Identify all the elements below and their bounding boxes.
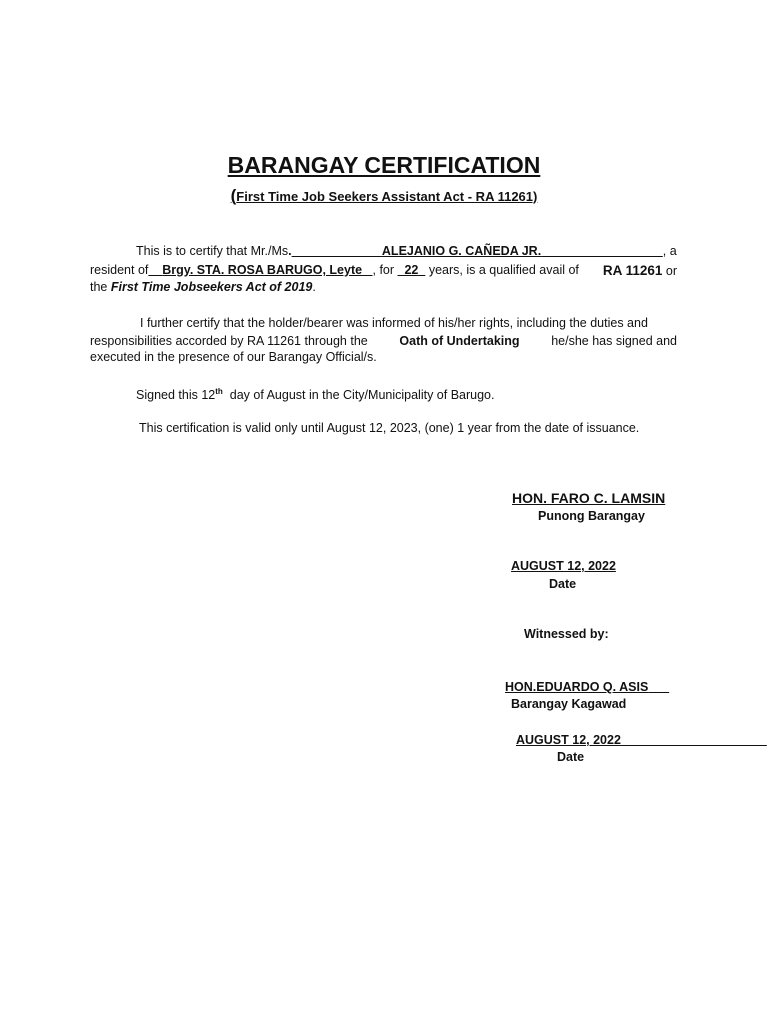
- certify-prefix: This is to certify that Mr./Ms: [136, 244, 289, 258]
- resident-label: resident of: [90, 263, 149, 277]
- ra-number: RA 11261: [602, 263, 663, 278]
- applicant-name: ALEJANIO G. CAÑEDA JR.: [381, 244, 542, 258]
- kagawad-name: HON.EDUARDO Q. ASIS: [505, 680, 649, 694]
- date2-label: Date: [557, 750, 585, 764]
- document-subtitle: [0, 186, 768, 206]
- certify-suffix: , a: [662, 244, 677, 258]
- address-blank-before: [148, 263, 162, 277]
- date1-label: Date: [549, 577, 577, 591]
- para2-line3: executed in the presence of our Barangay Official/s.: [90, 350, 377, 364]
- subtitle-text: First Time Job Seekers Assistant Act - RA 11261): [236, 189, 538, 204]
- subtitle-paren: (: [230, 186, 237, 205]
- address-blank-after: [362, 263, 372, 277]
- name-blank-after: [541, 244, 663, 258]
- resident-clause: [90, 263, 579, 278]
- ra-clause: [603, 263, 677, 278]
- the-label: the: [90, 280, 108, 294]
- date2-line: [516, 733, 768, 747]
- validity-line: This certification is valid only until August 12, 2023, (one) 1 year from the date of issuance.: [139, 421, 640, 435]
- signed-suffix: day of August in the City/Municipality of Barugo.: [229, 388, 495, 402]
- applicant-age: 22: [404, 263, 419, 277]
- kagawad-position: Barangay Kagawad: [511, 697, 627, 711]
- para2-line2: [90, 334, 677, 348]
- kagawad-name-line: [505, 680, 669, 694]
- years-text: years, is a qualified avail of: [425, 263, 579, 277]
- punong-barangay-position: Punong Barangay: [538, 509, 645, 523]
- date2-blank: [621, 733, 767, 747]
- applicant-address: Brgy. STA. ROSA BARUGO, Leyte: [162, 263, 363, 277]
- act-name: First Time Jobseekers Act of 2019: [110, 280, 313, 294]
- kagawad-blank: [648, 680, 669, 694]
- signed-date-line: [136, 387, 494, 402]
- punong-barangay-name: HON. FARO C. LAMSIN: [512, 490, 666, 506]
- witnessed-by-label: Witnessed by:: [524, 627, 609, 641]
- or-text: or: [665, 264, 677, 278]
- para1-line3: [90, 280, 316, 294]
- para1-line1: [136, 244, 677, 258]
- name-blank-before: [292, 244, 382, 258]
- date2-value: AUGUST 12, 2022: [516, 733, 621, 747]
- for-label: , for: [372, 263, 395, 277]
- document-title: BARANGAY CERTIFICATION: [227, 152, 541, 178]
- certify-dot: .: [288, 244, 292, 258]
- para2-line1: I further certify that the holder/bearer was informed of his/her rights, including the duties and: [140, 316, 648, 330]
- signed-text: he/she has signed and: [551, 334, 677, 348]
- responsibilities-text: responsibilities accorded by RA 11261 through the: [90, 334, 368, 348]
- day-suffix: th: [215, 387, 223, 396]
- signed-prefix: Signed this 12: [136, 388, 216, 402]
- period: .: [312, 280, 316, 294]
- date1-value: AUGUST 12, 2022: [511, 559, 616, 573]
- oath-text: Oath of Undertaking: [399, 334, 520, 348]
- para1-line2: [90, 263, 677, 278]
